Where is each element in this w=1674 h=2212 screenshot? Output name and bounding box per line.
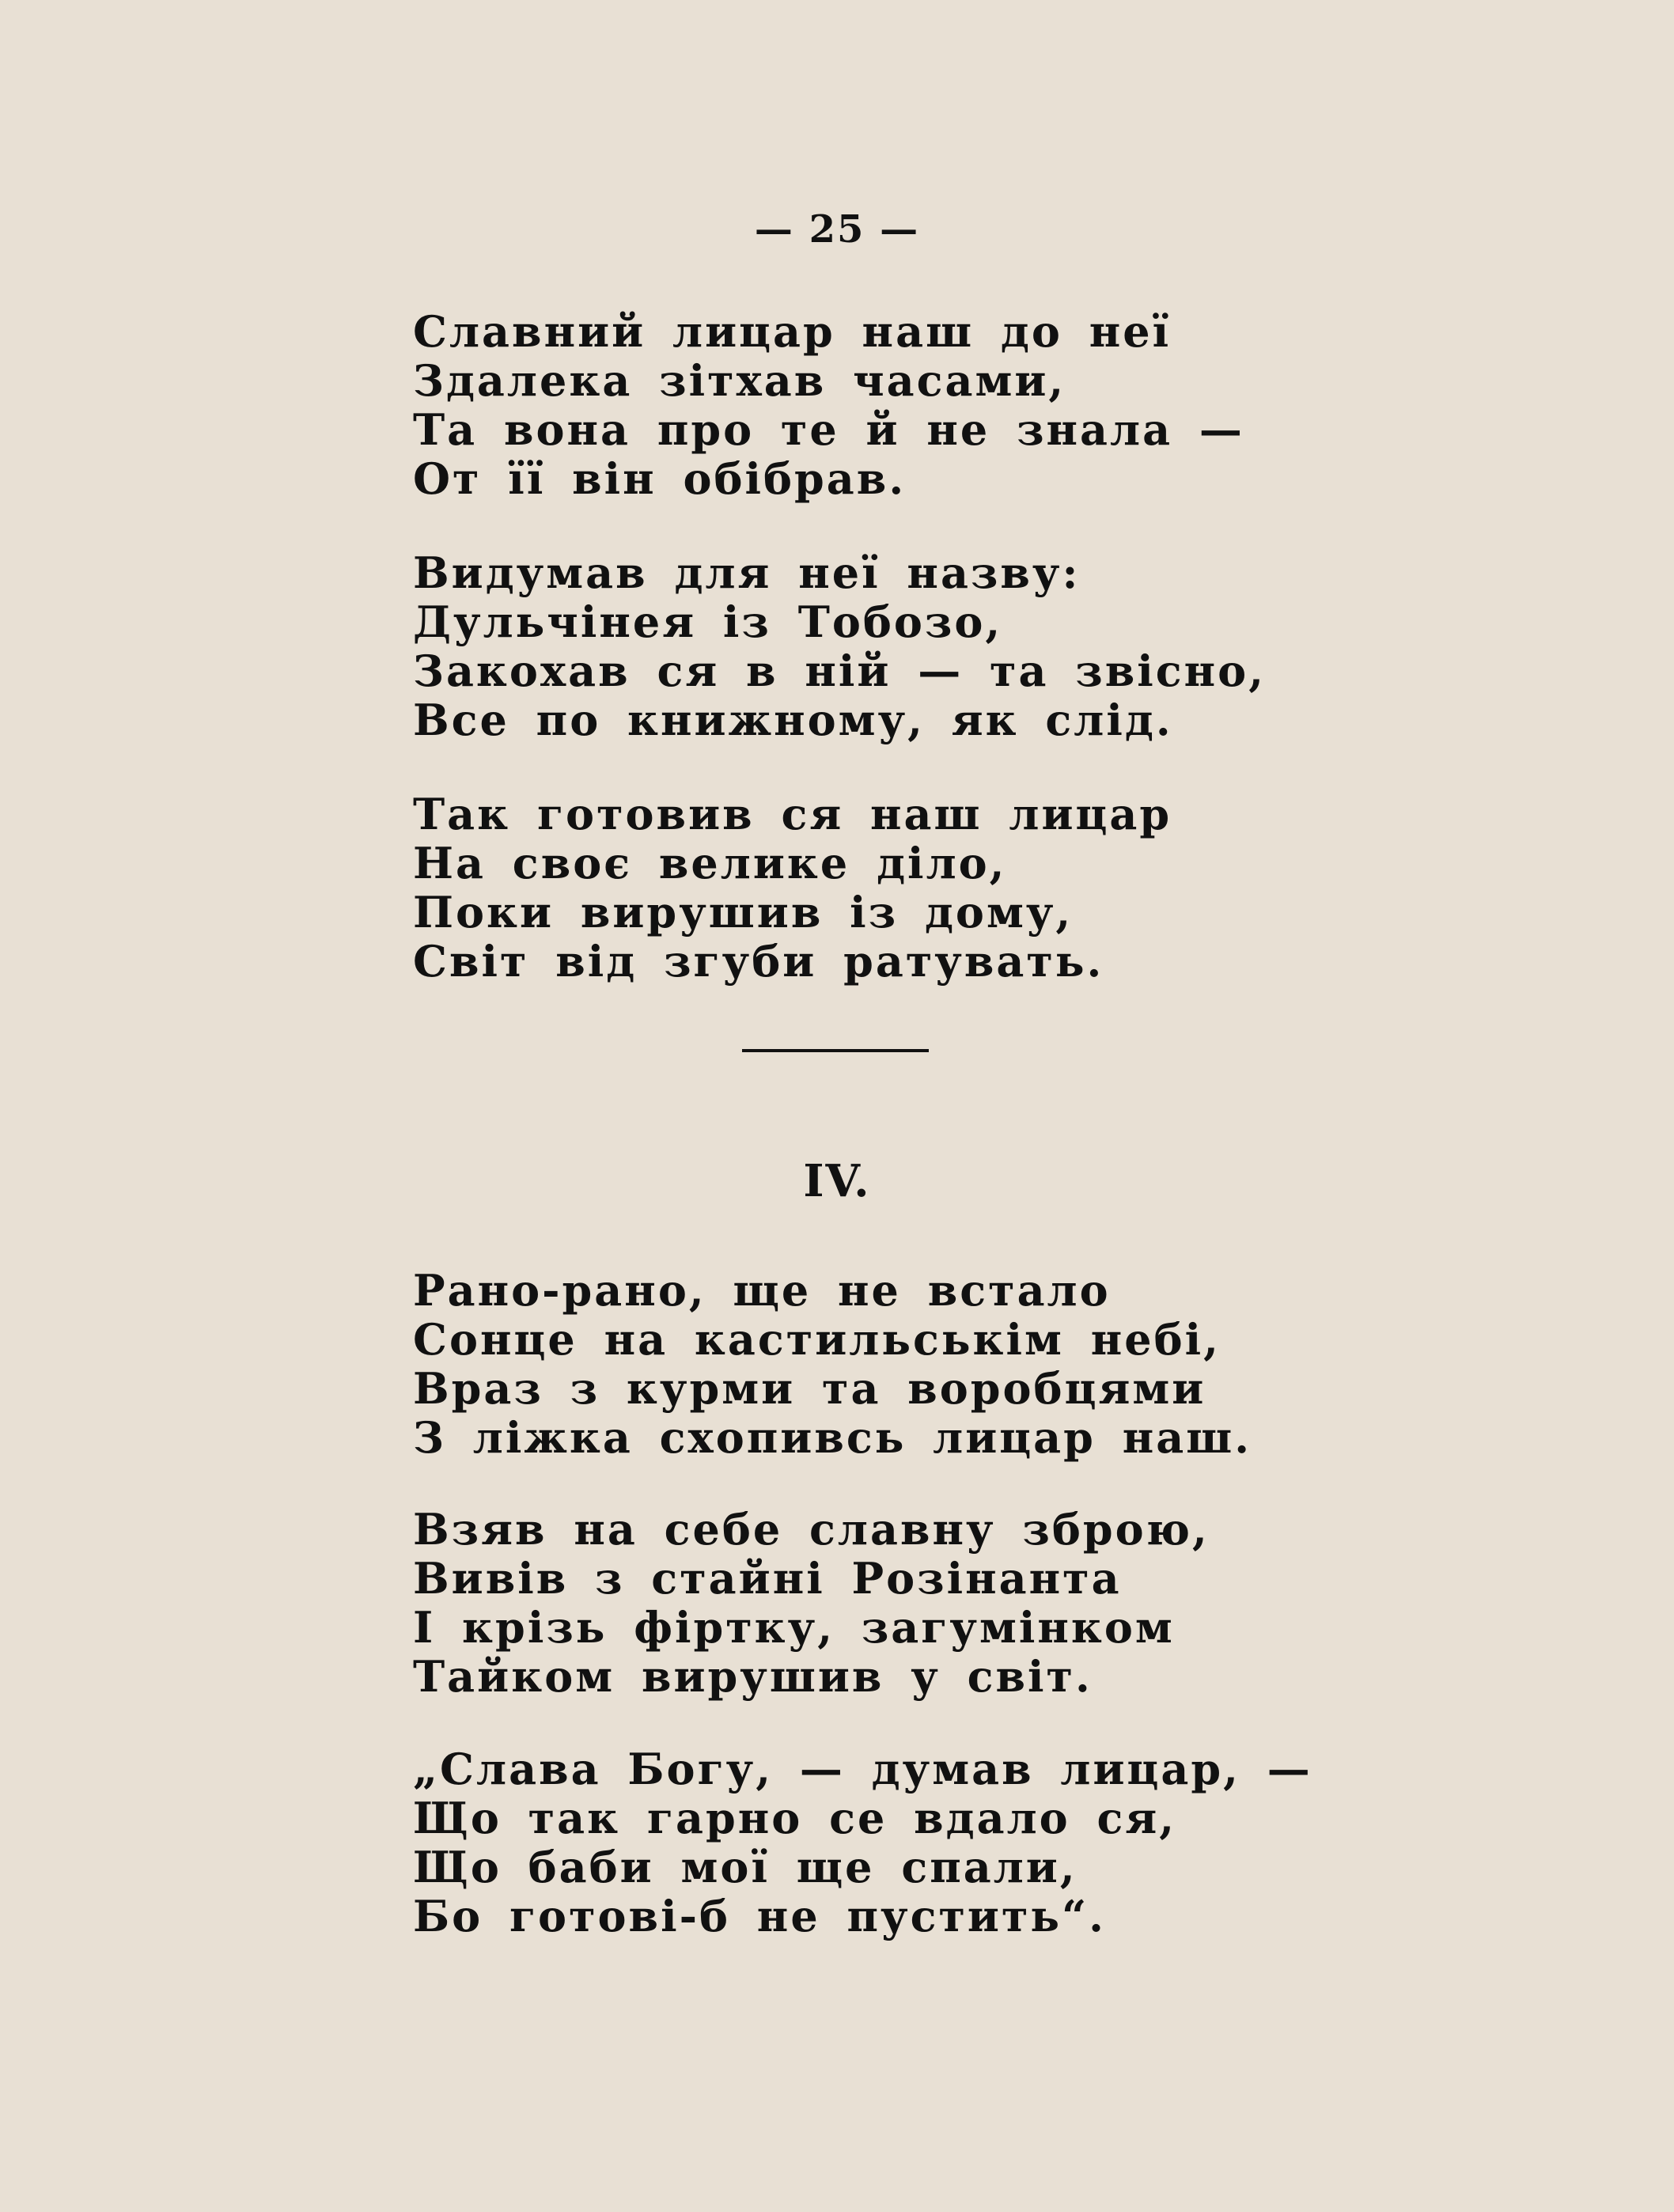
verse-line: Що баби мої ще спали, <box>413 1842 1077 1892</box>
stanza-6 <box>413 1744 1312 1941</box>
verse-line: Сонце на кастильськім небі, <box>413 1314 1221 1365</box>
verse-line: Поки вирушив із дому, <box>413 887 1074 937</box>
verse-line: Здалека зітхав часами, <box>413 355 1066 406</box>
verse-line: Все по книжному, як слід. <box>413 695 1173 745</box>
verse-line: З ліжка схопивсь лицар наш. <box>413 1412 1252 1463</box>
verse-line: Взяв на себе славну зброю, <box>413 1504 1210 1555</box>
section-heading: IV. <box>803 1155 871 1207</box>
verse-line: І крізь фіртку, загумінком <box>413 1602 1175 1653</box>
verse-line: Вивів з стайні Розінанта <box>413 1553 1122 1604</box>
verse-line: Закохав ся в ній — та звісно, <box>413 646 1267 696</box>
verse-line: На своє велике діло, <box>413 838 1007 888</box>
verse-line: Славний лицар наш до неї <box>413 306 1172 357</box>
verse-line: Так готовив ся наш лицар <box>413 789 1172 839</box>
stanza-3 <box>413 790 1172 986</box>
stanza-4 <box>413 1266 1252 1462</box>
section-divider <box>742 1049 929 1052</box>
verse-line: Враз з курми та воробцями <box>413 1363 1206 1414</box>
verse-line: Тайком вирушив у світ. <box>413 1651 1093 1702</box>
page-number: — 25 — <box>754 207 920 252</box>
stanza-1 <box>413 307 1244 503</box>
stanza-5 <box>413 1505 1210 1701</box>
verse-line: Рано-рано, ще не встало <box>413 1265 1111 1316</box>
verse-line: Видумав для неї назву: <box>413 547 1081 598</box>
verse-line: Бо готові-б не пустить“. <box>413 1891 1106 1941</box>
verse-line: От її він обібрав. <box>413 453 907 504</box>
verse-line: „Слава Богу, — думав лицар, — <box>413 1744 1312 1794</box>
verse-line: Дульчінея із Тобозо, <box>413 597 1003 647</box>
verse-line: Що так гарно се вдало ся, <box>413 1793 1177 1843</box>
verse-line: Світ від згуби ратувать. <box>413 936 1104 987</box>
stanza-2 <box>413 548 1266 744</box>
verse-line: Та вона про те й не знала — <box>413 404 1244 455</box>
